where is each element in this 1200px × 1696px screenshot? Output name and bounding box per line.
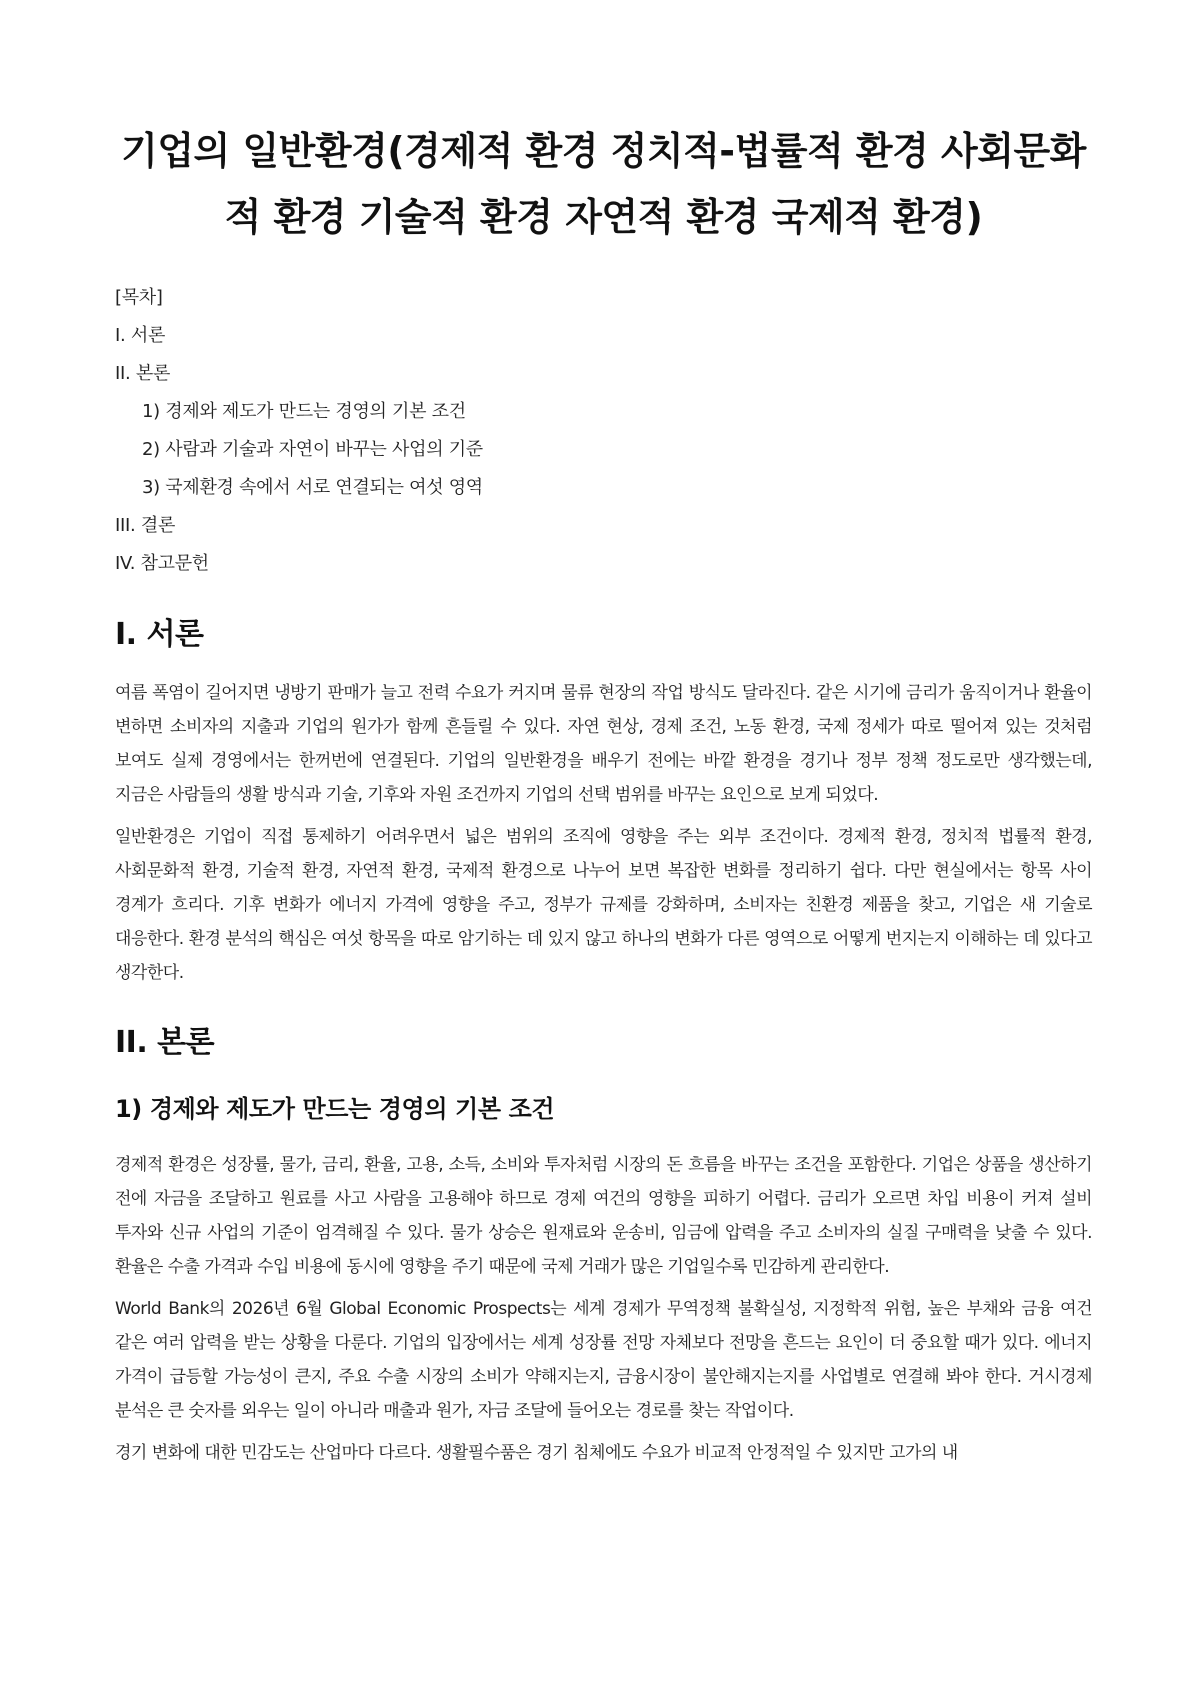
body-heading: II. 본론 bbox=[115, 1025, 215, 1060]
body-subsection-1-heading: 1) 경제와 제도가 만드는 경영의 기본 조건 bbox=[115, 1095, 555, 1123]
toc-item-body-section-1: 1) 경제와 제도가 만드는 경영의 기본 조건 bbox=[142, 401, 466, 422]
toc-item-conclusion: III. 결론 bbox=[115, 515, 176, 536]
body-subsection-1-paragraph-3: 경기 변화에 대한 민감도는 산업마다 다르다. 생활필수품은 경기 침체에도 수요가 비교적 안정적일 수 있지만 고가의 내 bbox=[115, 1443, 958, 1463]
toc-item-body-section-2: 2) 사람과 기술과 자연이 바꾸는 사업의 기준 bbox=[142, 439, 483, 460]
introduction-paragraph-1: 여름 폭염이 길어지면 냉방기 판매가 늘고 전력 수요가 커지며 물류 현장의 작업 방식도 달라진다. 같은 시기에 금리가 움직이거나 환율이 변하면 소비자의 지출과 기업의 원가가 함께 흔들릴 수 있다. 자연 현상, 경제 조건, 노동 환경, 국제 정세가 따로 떨어져 있는 것처럼 보여도 실제 경영에서는 한꺼번에 연결된다. 기업의 일반환경을 배우기 전에는 바깥 환경을 경기나 정부 정책 정도로만 생각했는데, 지금은 사람들의 생활 방식과 기술, 기후와 자원 조건까지 기업의 선택 범위를 바꾸는 요인으로 보게 되었다. bbox=[115, 683, 1092, 805]
introduction-paragraph-2: 일반환경은 기업이 직접 통제하기 어려우면서 넓은 범위의 조직에 영향을 주는 외부 조건이다. 경제적 환경, 정치적 법률적 환경, 사회문화적 환경, 기술적 환경, 자연적 환경, 국제적 환경으로 나누어 보면 복잡한 변화를 정리하기 쉽다. 다만 현실에서는 항목 사이 경계가 흐리다. 기후 변화가 에너지 가격에 영향을 주고, 정부가 규제를 강화하며, 소비자는 친환경 제품을 찾고, 기업은 새 기술로 대응한다. 환경 분석의 핵심은 여섯 항목을 따로 암기하는 데 있지 않고 하나의 변화가 다른 영역으로 어떻게 번지는지 이해하는 데 있다고 생각한다. bbox=[115, 827, 1092, 983]
document-title: 기업의 일반환경(경제적 환경 정치적-법률적 환경 사회문화적 환경 기술적 환경 자연적 환경 국제적 환경) bbox=[121, 129, 1086, 239]
toc-item-body: II. 본론 bbox=[115, 363, 171, 384]
toc-item-introduction: I. 서론 bbox=[115, 325, 166, 346]
body-subsection-1-paragraph-2: World Bank의 2026년 6월 Global Economic Prospects는 세계 경제가 무역정책 불확실성, 지정학적 위험, 높은 부채와 금융 여건 같은 여러 압력을 받는 상황을 다룬다. 기업의 입장에서는 세계 성장률 전망 자체보다 전망을 흔드는 요인이 더 중요할 때가 있다. 에너지 가격이 급등할 가능성이 큰지, 주요 수출 시장의 소비가 약해지는지, 금융시장이 불안해지는지를 사업별로 연결해 봐야 한다. 거시경제 분석은 큰 숫자를 외우는 일이 아니라 매출과 원가, 자금 조달에 들어오는 경로를 찾는 작업이다. bbox=[115, 1299, 1092, 1421]
toc-heading: [목차] bbox=[115, 287, 163, 308]
body-subsection-1-paragraph-1: 경제적 환경은 성장률, 물가, 금리, 환율, 고용, 소득, 소비와 투자처럼 시장의 돈 흐름을 바꾸는 조건을 포함한다. 기업은 상품을 생산하기 전에 자금을 조달하고 원료를 사고 사람을 고용해야 하므로 경제 여건의 영향을 피하기 어렵다. 금리가 오르면 차입 비용이 커져 설비 투자와 신규 사업의 기준이 엄격해질 수 있다. 물가 상승은 원재료와 운송비, 임금에 압력을 주고 소비자의 실질 구매력을 낮출 수 있다. 환율은 수출 가격과 수입 비용에 동시에 영향을 주기 때문에 국제 거래가 많은 기업일수록 민감하게 관리한다. bbox=[115, 1155, 1092, 1277]
toc-item-body-section-3: 3) 국제환경 속에서 서로 연결되는 여섯 영역 bbox=[142, 477, 483, 498]
introduction-heading: I. 서론 bbox=[115, 617, 204, 652]
table-of-contents bbox=[115, 286, 1092, 590]
toc-item-references: IV. 참고문헌 bbox=[115, 553, 209, 574]
